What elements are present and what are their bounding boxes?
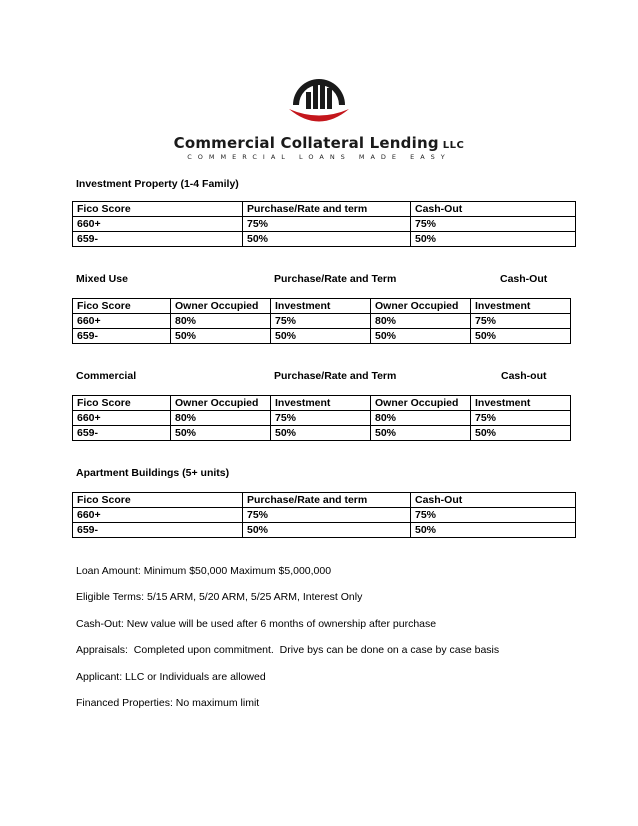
table-cell: 50%: [271, 426, 371, 441]
table-cell: 50%: [471, 426, 571, 441]
section-title: Mixed Use: [76, 273, 128, 285]
table-header-cell: Cash-Out: [411, 493, 576, 508]
table-cell: 50%: [371, 426, 471, 441]
table-cell: 80%: [171, 411, 271, 426]
group-label: Cash-Out: [500, 273, 548, 285]
table-cell: 80%: [371, 314, 471, 329]
table-header-cell: Fico Score: [73, 299, 171, 314]
group-label: Purchase/Rate and Term: [274, 370, 397, 382]
applicant-note: Applicant: LLC or Individuals are allowed: [76, 671, 266, 683]
financed-properties-note: Financed Properties: No maximum limit: [76, 697, 260, 709]
table-header-row: [73, 396, 571, 411]
apartment-buildings-table: [72, 492, 576, 538]
section-title: Investment Property (1-4 Family): [76, 178, 239, 190]
table-cell: 660+: [73, 411, 171, 426]
table-cell: 660+: [73, 314, 171, 329]
table-cell: 80%: [371, 411, 471, 426]
commercial-table: [72, 395, 571, 441]
table-header-cell: Purchase/Rate and term: [243, 202, 411, 217]
table-header-cell: Cash-Out: [411, 202, 576, 217]
table-row: [73, 426, 571, 441]
table-header-row: [73, 493, 576, 508]
company-name: [0, 134, 638, 152]
table-cell: 660+: [73, 217, 243, 232]
table-row: [73, 232, 576, 247]
table-header-cell: Investment: [271, 299, 371, 314]
table-header-cell: Purchase/Rate and term: [243, 493, 411, 508]
section-title: Apartment Buildings (5+ units): [76, 467, 230, 479]
table-cell: 75%: [243, 217, 411, 232]
eligible-terms-note: Eligible Terms: 5/15 ARM, 5/20 ARM, 5/25 ARM, Interest Only: [76, 591, 363, 603]
table-header-cell: Owner Occupied: [171, 396, 271, 411]
mixed-use-table: [72, 298, 571, 344]
investment-property-table: [72, 201, 576, 247]
table-cell: 50%: [243, 232, 411, 247]
table-cell: 75%: [271, 411, 371, 426]
table-row: [73, 217, 576, 232]
table-row: [73, 523, 576, 538]
table-cell: 50%: [411, 523, 576, 538]
table-cell: 75%: [271, 314, 371, 329]
table-row: [73, 329, 571, 344]
table-header-cell: Fico Score: [73, 202, 243, 217]
group-label: Purchase/Rate and Term: [274, 273, 397, 285]
table-cell: 75%: [243, 508, 411, 523]
table-header-cell: Investment: [271, 396, 371, 411]
table-cell: 75%: [411, 508, 576, 523]
table-header-cell: Investment: [471, 396, 571, 411]
table-header-cell: Fico Score: [73, 396, 171, 411]
table-header-cell: Owner Occupied: [371, 299, 471, 314]
table-header-cell: Investment: [471, 299, 571, 314]
group-label: Cash-out: [501, 370, 547, 382]
table-cell: 659-: [73, 523, 243, 538]
appraisals-note: Appraisals: Completed upon commitment. Drive bys can be done on a case by case basis: [76, 644, 500, 656]
section-title: Commercial: [76, 370, 137, 382]
table-cell: 50%: [171, 426, 271, 441]
table-header-row: [73, 202, 576, 217]
table-cell: 50%: [271, 329, 371, 344]
cash-out-note: Cash-Out: New value will be used after 6 months of ownership after purchase: [76, 618, 437, 630]
company-logo: [0, 72, 638, 132]
table-cell: 659-: [73, 426, 171, 441]
table-cell: 75%: [471, 314, 571, 329]
table-cell: 50%: [371, 329, 471, 344]
table-header-cell: Owner Occupied: [171, 299, 271, 314]
table-cell: 50%: [411, 232, 576, 247]
table-row: [73, 314, 571, 329]
table-cell: 75%: [411, 217, 576, 232]
table-header-cell: Fico Score: [73, 493, 243, 508]
table-cell: 80%: [171, 314, 271, 329]
table-row: [73, 508, 576, 523]
table-cell: 50%: [471, 329, 571, 344]
loan-amount-note: Loan Amount: Minimum $50,000 Maximum $5,000,000: [76, 565, 332, 577]
building-bars-swoosh-logo-icon: [283, 72, 355, 132]
table-header-row: [73, 299, 571, 314]
company-suffix: LLC: [442, 140, 465, 151]
table-row: [73, 411, 571, 426]
table-cell: 50%: [171, 329, 271, 344]
table-cell: 659-: [73, 232, 243, 247]
table-header-cell: Owner Occupied: [371, 396, 471, 411]
table-cell: 75%: [471, 411, 571, 426]
table-cell: 659-: [73, 329, 171, 344]
table-cell: 50%: [243, 523, 411, 538]
company-tagline: COMMERCIAL LOANS MADE EASY: [187, 153, 451, 161]
company-name-text: Commercial Collateral Lending: [173, 134, 439, 152]
table-cell: 660+: [73, 508, 243, 523]
